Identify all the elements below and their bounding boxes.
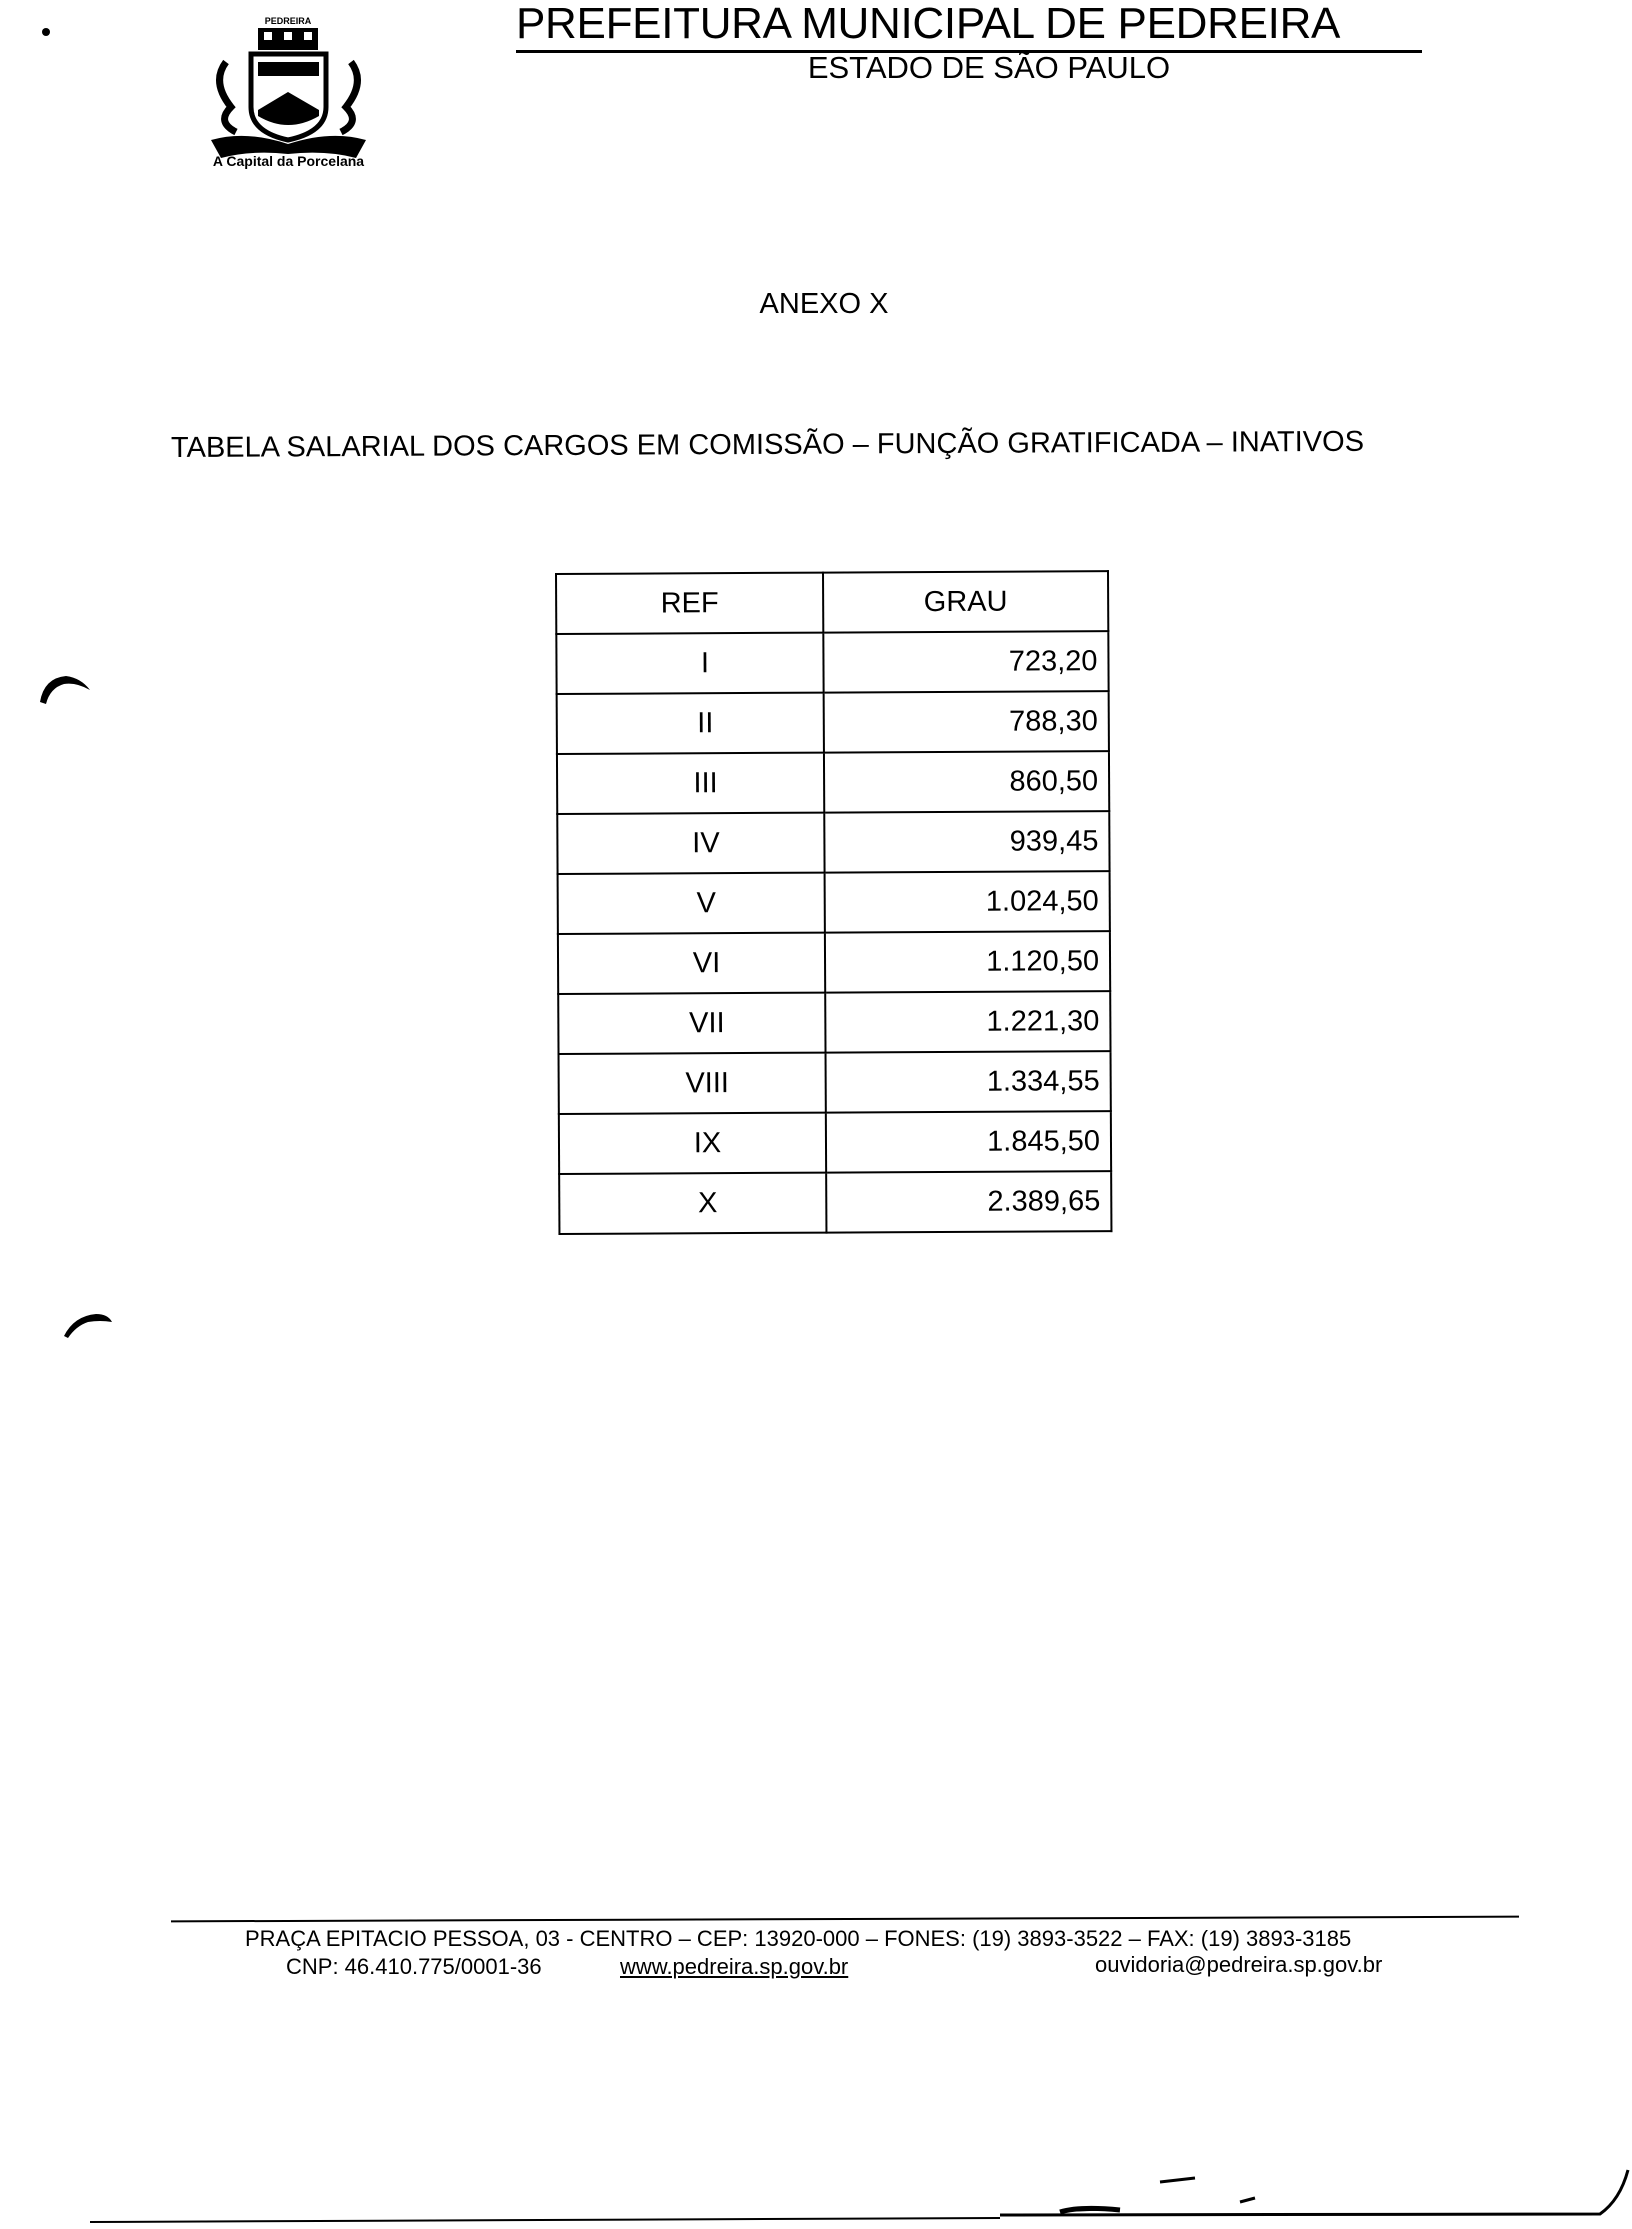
scan-edge-marks — [0, 2160, 1632, 2229]
ref-cell: II — [557, 693, 824, 754]
punch-hole-mark — [60, 1302, 120, 1342]
table-header-row — [556, 571, 1108, 634]
table-row — [558, 991, 1110, 1054]
ref-cell: VIII — [559, 1053, 826, 1114]
grau-value-cell: 723,20 — [823, 631, 1108, 692]
grau-value-cell: 860,50 — [824, 751, 1109, 812]
grau-value-cell: 1.120,50 — [825, 931, 1110, 992]
grau-value-cell: 1.334,55 — [826, 1051, 1111, 1112]
ref-cell: III — [557, 753, 824, 814]
annex-heading: ANEXO X — [759, 288, 889, 320]
svg-text:PEDREIRA: PEDREIRA — [264, 16, 312, 26]
ref-cell: I — [556, 633, 823, 694]
footer-divider — [171, 1916, 1519, 1923]
grau-value-cell: 788,30 — [824, 691, 1109, 752]
footer-email: ouvidoria@pedreira.sp.gov.br — [1095, 1952, 1383, 1977]
table-row — [559, 1111, 1111, 1174]
table-row — [557, 751, 1109, 814]
state-subtitle: ESTADO DE SÃO PAULO — [807, 50, 1171, 85]
table-title: TABELA SALARIAL DOS CARGOS EM COMISSÃO – FUNÇÃO GRATIFICADA – INATIVOS — [170, 425, 1365, 464]
table-row — [557, 811, 1109, 874]
ref-cell: IX — [559, 1113, 826, 1174]
ref-cell: X — [559, 1173, 826, 1234]
ref-cell: IV — [557, 813, 824, 874]
table-row — [557, 691, 1109, 754]
organization-title: PREFEITURA MUNICIPAL DE PEDREIRA — [516, 0, 1341, 48]
table-row — [558, 871, 1110, 934]
column-header-grau: GRAU — [823, 571, 1108, 632]
ref-cell: VII — [558, 993, 825, 1054]
column-header-ref: REF — [556, 573, 823, 634]
punch-hole-mark — [36, 668, 96, 708]
ref-cell: VI — [558, 933, 825, 994]
footer-cnpj: CNP: 46.410.775/0001-36 — [286, 1954, 542, 1979]
table-row — [559, 1051, 1111, 1114]
grau-value-cell: 1.845,50 — [826, 1111, 1111, 1172]
salary-table — [555, 570, 1112, 1235]
grau-value-cell: 939,45 — [824, 811, 1109, 872]
logo-caption: A Capital da Porcelana — [212, 153, 365, 169]
footer-website-link[interactable]: www.pedreira.sp.gov.br — [620, 1954, 849, 1979]
ref-cell: V — [558, 873, 825, 934]
table-row — [556, 631, 1108, 694]
grau-value-cell: 1.221,30 — [825, 991, 1110, 1052]
table-row — [558, 931, 1110, 994]
speck-mark — [40, 26, 52, 38]
table-row — [559, 1171, 1111, 1234]
footer-address: PRAÇA EPITACIO PESSOA, 03 - CENTRO – CEP: 13920-000 – FONES: (19) 3893-3522 – FAX: (19) 3893-3185 — [245, 1926, 1352, 1951]
grau-value-cell: 2.389,65 — [826, 1171, 1111, 1232]
municipal-coat-of-arms-logo — [206, 12, 371, 172]
grau-value-cell: 1.024,50 — [825, 871, 1110, 932]
